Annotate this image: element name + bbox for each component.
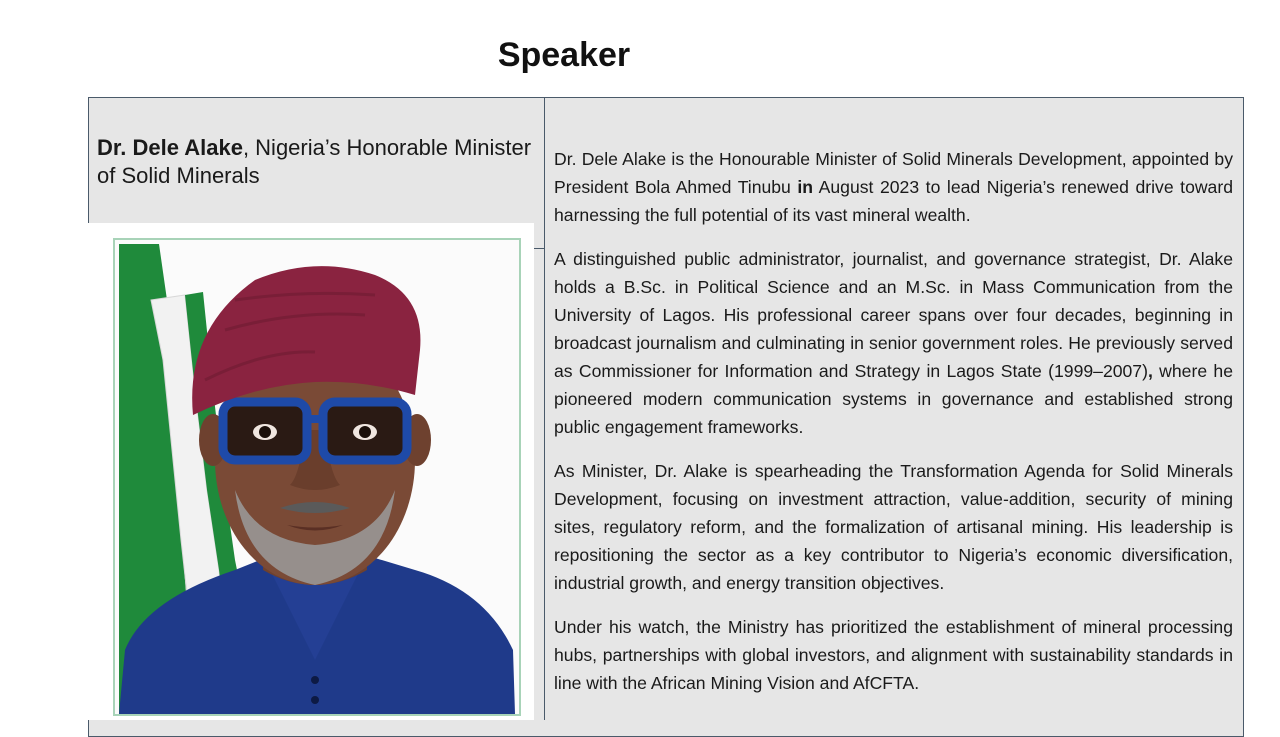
bio-paragraph-1: Dr. Dele Alake is the Honourable Minister of Solid Minerals Development, appointed by President Bola Ahmed Tinubu in August 2023 to lead Nigeria’s renewed drive toward harnessing the full potential of its vast mineral wealth.: [554, 149, 1233, 225]
speaker-role: , Nigeria’s Honorable Minister of Solid Minerals: [97, 135, 532, 188]
table-column-divider: [544, 97, 545, 720]
bio-paragraph-2: A distinguished public administrator, journalist, and governance strategist, Dr. Alake holds a B.Sc. in Political Science and an M.Sc. in Mass Communication from the University of Lagos. His professional career spans over four decades, beginning in broadcast journalism and culminating in senior government roles. He previously served as Commissioner for Information and Strategy in Lagos State (1999–2007), where he pioneered modern communication systems in governance and established strong public engagement frameworks.: [554, 249, 1234, 437]
speaker-name: Dr. Dele Alake: [97, 135, 243, 160]
slide-title: Speaker: [497, 36, 631, 74]
bio-paragraph-3: As Minister, Dr. Alake is spearheading the Transformation Agenda for Solid Minerals Development, focusing on investment attraction, value-addition, security of mining sites, regulatory reform, and the formalization of artisanal mining. His leadership is repositioning the sector as a key contributor to Nigeria’s economic diversification, industrial growth, and energy transition objectives.: [554, 461, 1233, 593]
speaker-bio: [554, 145, 1233, 713]
bio-paragraph-4: Under his watch, the Ministry has prioritized the establishment of mineral processing hubs, partnerships with global investors, and alignment with sustainability standards in line with the African Mining Vision and AfCFTA.: [554, 617, 1233, 693]
speaker-photo: [113, 238, 521, 716]
speaker-portrait-image: [115, 240, 519, 714]
speaker-heading: [97, 134, 535, 190]
table-cell-border: [533, 248, 545, 249]
